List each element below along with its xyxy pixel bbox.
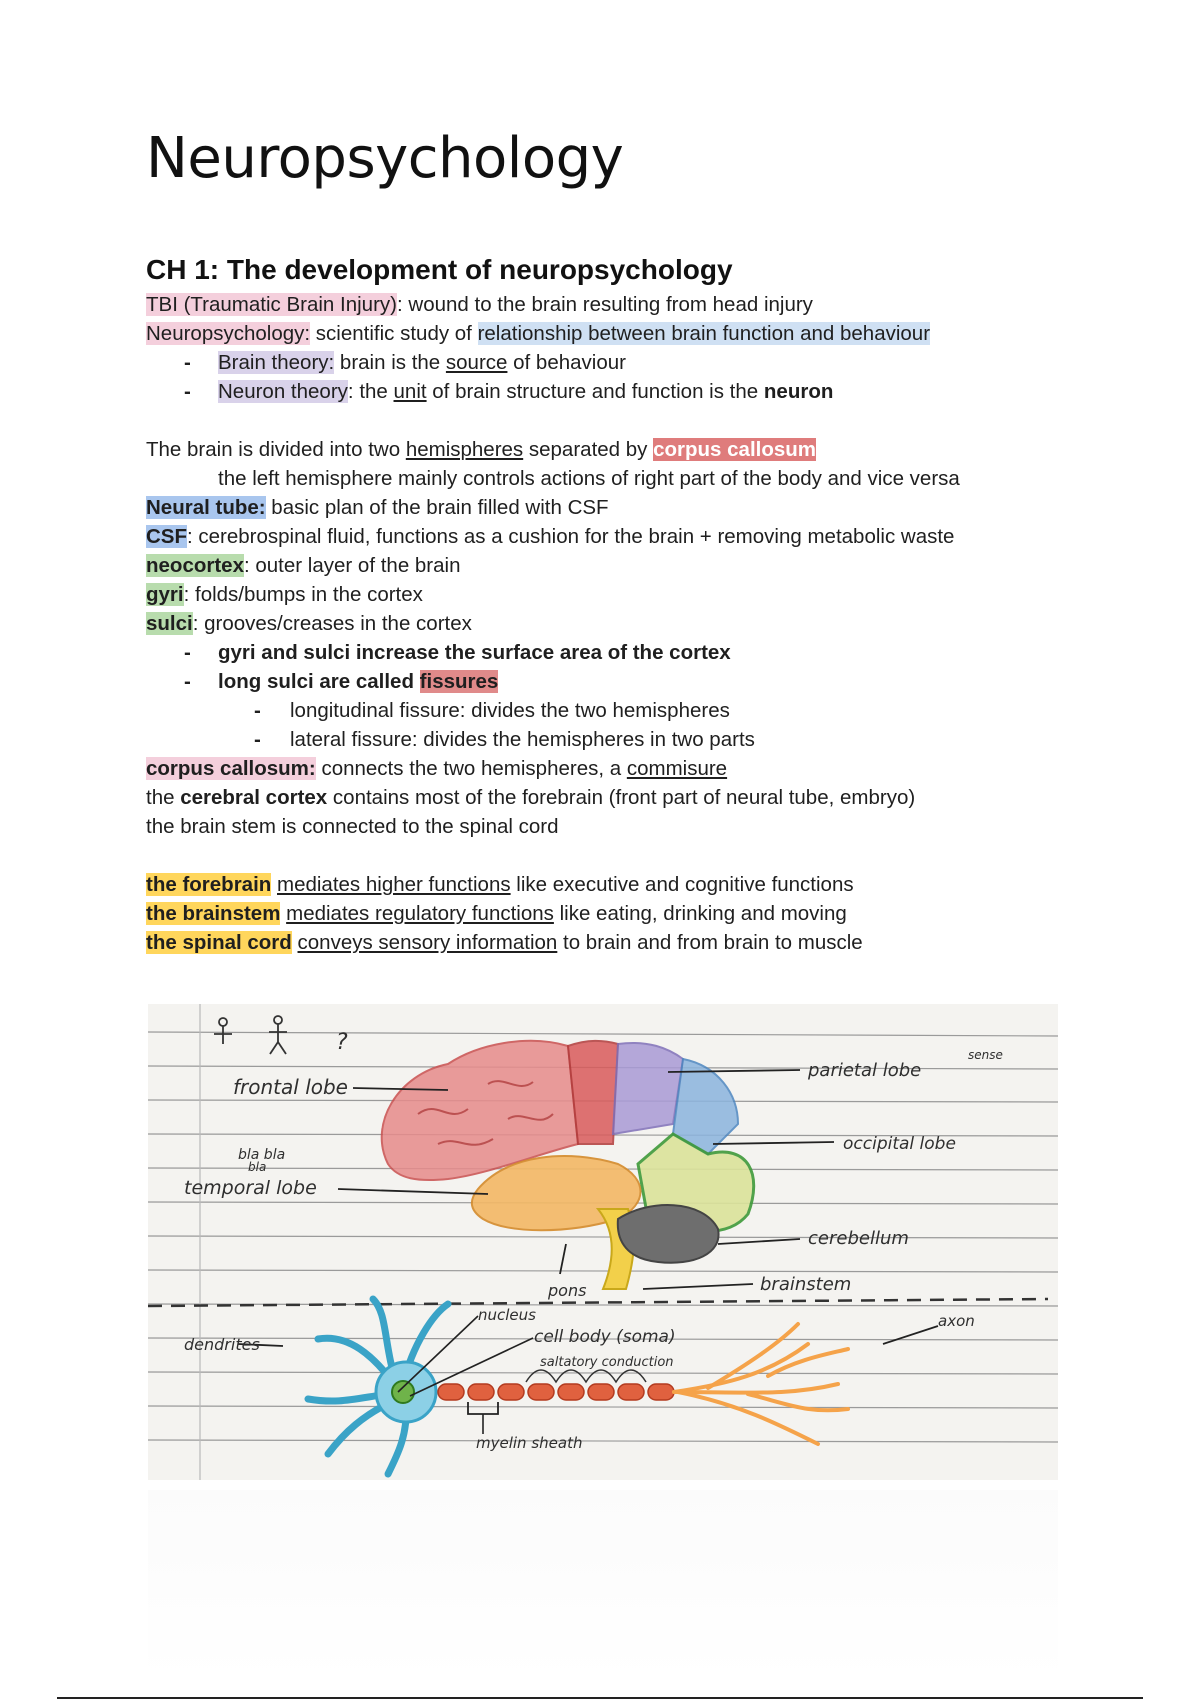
- sense-label: sense: [968, 1048, 1003, 1062]
- longitudinal-fissure-bullet: - longitudinal fissure: divides the two hemispheres: [146, 696, 1046, 725]
- parietal-lobe-shape: [613, 1043, 683, 1134]
- neuron-theory-pre: : the: [347, 380, 394, 403]
- hemispheres-mid: separated by: [523, 438, 654, 461]
- csf-def: : cerebrospinal fluid, functions as a cushion for the brain + removing metabolic waste: [187, 525, 955, 548]
- spinal-cord-post: to brain and from brain to muscle: [557, 931, 863, 954]
- bla-label: bla: [248, 1160, 267, 1174]
- brainstem-term: the brainstem: [146, 902, 281, 925]
- hemispheres-note: the left hemisphere mainly controls actions of right part of the body and vice versa: [218, 467, 960, 490]
- hemispheres-line: [146, 435, 1046, 464]
- neuropsychology-line: [146, 319, 1046, 348]
- fissures-highlight: fissures: [419, 670, 499, 693]
- neural-tube-def: basic plan of the brain filled with CSF: [265, 496, 609, 519]
- sulci-def: : grooves/creases in the cortex: [192, 612, 472, 635]
- sulci-term: sulci: [146, 612, 193, 635]
- fissures-pre: long sulci are called: [218, 670, 420, 693]
- cerebellum-shape: [618, 1205, 719, 1263]
- spacer: [146, 841, 1046, 870]
- notes-body: [146, 250, 1046, 957]
- cell-body-label: cell body (soma): [534, 1327, 676, 1347]
- faded-page-area: [148, 1490, 1058, 1680]
- csf-line: [146, 522, 1046, 551]
- spinal-cord-underlined: conveys sensory information: [297, 931, 558, 954]
- csf-term: CSF: [146, 525, 187, 548]
- cerebral-cortex-line: [146, 783, 1046, 812]
- gyri-def: : folds/bumps in the cortex: [183, 583, 423, 606]
- cortex-pre: the: [146, 786, 181, 809]
- brain-theory-term: Brain theory:: [218, 351, 335, 374]
- brain-theory-underlined: source: [445, 351, 508, 374]
- chapter-heading: CH 1: The development of neuropsychology: [146, 254, 733, 285]
- hemispheres-underlined: hemispheres: [405, 438, 524, 461]
- gyri-line: [146, 580, 1046, 609]
- frontal-lobe-label: frontal lobe: [233, 1075, 348, 1099]
- sulci-line: [146, 609, 1046, 638]
- page-title: Neuropsychology: [146, 126, 624, 191]
- pons-label: pons: [548, 1281, 587, 1300]
- neocortex-def: : outer layer of the brain: [243, 554, 461, 577]
- neural-tube-line: [146, 493, 1046, 522]
- motor-cortex-shape: [568, 1041, 618, 1144]
- brain-neuron-drawing: [148, 1004, 1058, 1480]
- corpus-callosum-line: [146, 754, 1046, 783]
- brain-theory-pre: brain is the: [334, 351, 446, 374]
- nucleus-shape: [392, 1381, 414, 1403]
- spacer: [146, 406, 1046, 435]
- corpus-callosum-term: corpus callosum:: [146, 757, 316, 780]
- forebrain-post: like executive and cognitive functions: [510, 873, 854, 896]
- surface-area-bullet: - gyri and sulci increase the surface area of the cortex: [146, 638, 1046, 667]
- neural-tube-term: Neural tube:: [146, 496, 266, 519]
- cerebellum-label: cerebellum: [808, 1228, 909, 1249]
- neuron-theory-term: Neuron theory: [218, 380, 348, 403]
- tbi-term: TBI (Traumatic Brain Injury): [146, 293, 397, 316]
- spinal-cord-term: the spinal cord: [146, 931, 292, 954]
- neuron-theory-bold: neuron: [763, 380, 834, 403]
- nucleus-label: nucleus: [478, 1306, 536, 1324]
- forebrain-term: the forebrain: [146, 873, 272, 896]
- cortex-post: contains most of the forebrain (front part of neural tube, embryo): [327, 786, 916, 809]
- neuron-theory-mid: of brain structure and function is the: [426, 380, 764, 403]
- commisure-underlined: commisure: [626, 757, 728, 780]
- footer-rule: [57, 1697, 1143, 1699]
- neuropsychology-pre: scientific study of: [310, 322, 478, 345]
- forebrain-line: [146, 870, 1046, 899]
- spinal-cord-line: [146, 928, 1046, 957]
- brain-theory-post: of behaviour: [507, 351, 626, 374]
- neuron-theory-bullet: [146, 377, 1046, 406]
- parietal-lobe-label: parietal lobe: [808, 1060, 922, 1081]
- brainstem-line: [146, 899, 1046, 928]
- neocortex-line: [146, 551, 1046, 580]
- brainstem-post: like eating, drinking and moving: [553, 902, 847, 925]
- lateral-fissure-bullet: - lateral fissure: divides the hemispheres in two parts: [146, 725, 1046, 754]
- brainstem-label: brainstem: [760, 1274, 852, 1295]
- brain-theory-bullet: [146, 348, 1046, 377]
- hemispheres-pre: The brain is divided into two: [146, 438, 406, 461]
- brain-stem-line: the brain stem is connected to the spinal cord: [146, 815, 559, 838]
- dendrites-label: dendrites: [184, 1335, 260, 1354]
- cortex-bold: cerebral cortex: [180, 786, 328, 809]
- neuropsychology-highlight: relationship between brain function and behaviour: [477, 322, 931, 345]
- occipital-lobe-label: occipital lobe: [843, 1134, 956, 1154]
- neocortex-term: neocortex: [146, 554, 244, 577]
- bla-bla-label: bla bla: [238, 1147, 286, 1163]
- brainstem-underlined: mediates regulatory functions: [286, 902, 554, 925]
- tbi-line: [146, 290, 1046, 319]
- neuron-theory-underlined: unit: [393, 380, 427, 403]
- question-mark-doodle: ?: [336, 1030, 348, 1055]
- fissures-bullet: [146, 667, 1046, 696]
- corpus-callosum-pre: connects the two hemispheres, a: [315, 757, 627, 780]
- gyri-term: gyri: [146, 583, 184, 606]
- saltatory-conduction-label: saltatory conduction: [540, 1355, 674, 1370]
- tbi-def: : wound to the brain resulting from head injury: [397, 293, 813, 316]
- myelin-sheath-label: myelin sheath: [476, 1434, 583, 1452]
- drawing-svg: [148, 1004, 1058, 1480]
- corpus-callosum-highlight: corpus callosum: [653, 438, 817, 461]
- temporal-lobe-label: temporal lobe: [184, 1177, 317, 1199]
- neuropsychology-term: Neuropsychology:: [146, 322, 311, 345]
- axon-label: axon: [938, 1312, 975, 1330]
- forebrain-underlined: mediates higher functions: [277, 873, 511, 896]
